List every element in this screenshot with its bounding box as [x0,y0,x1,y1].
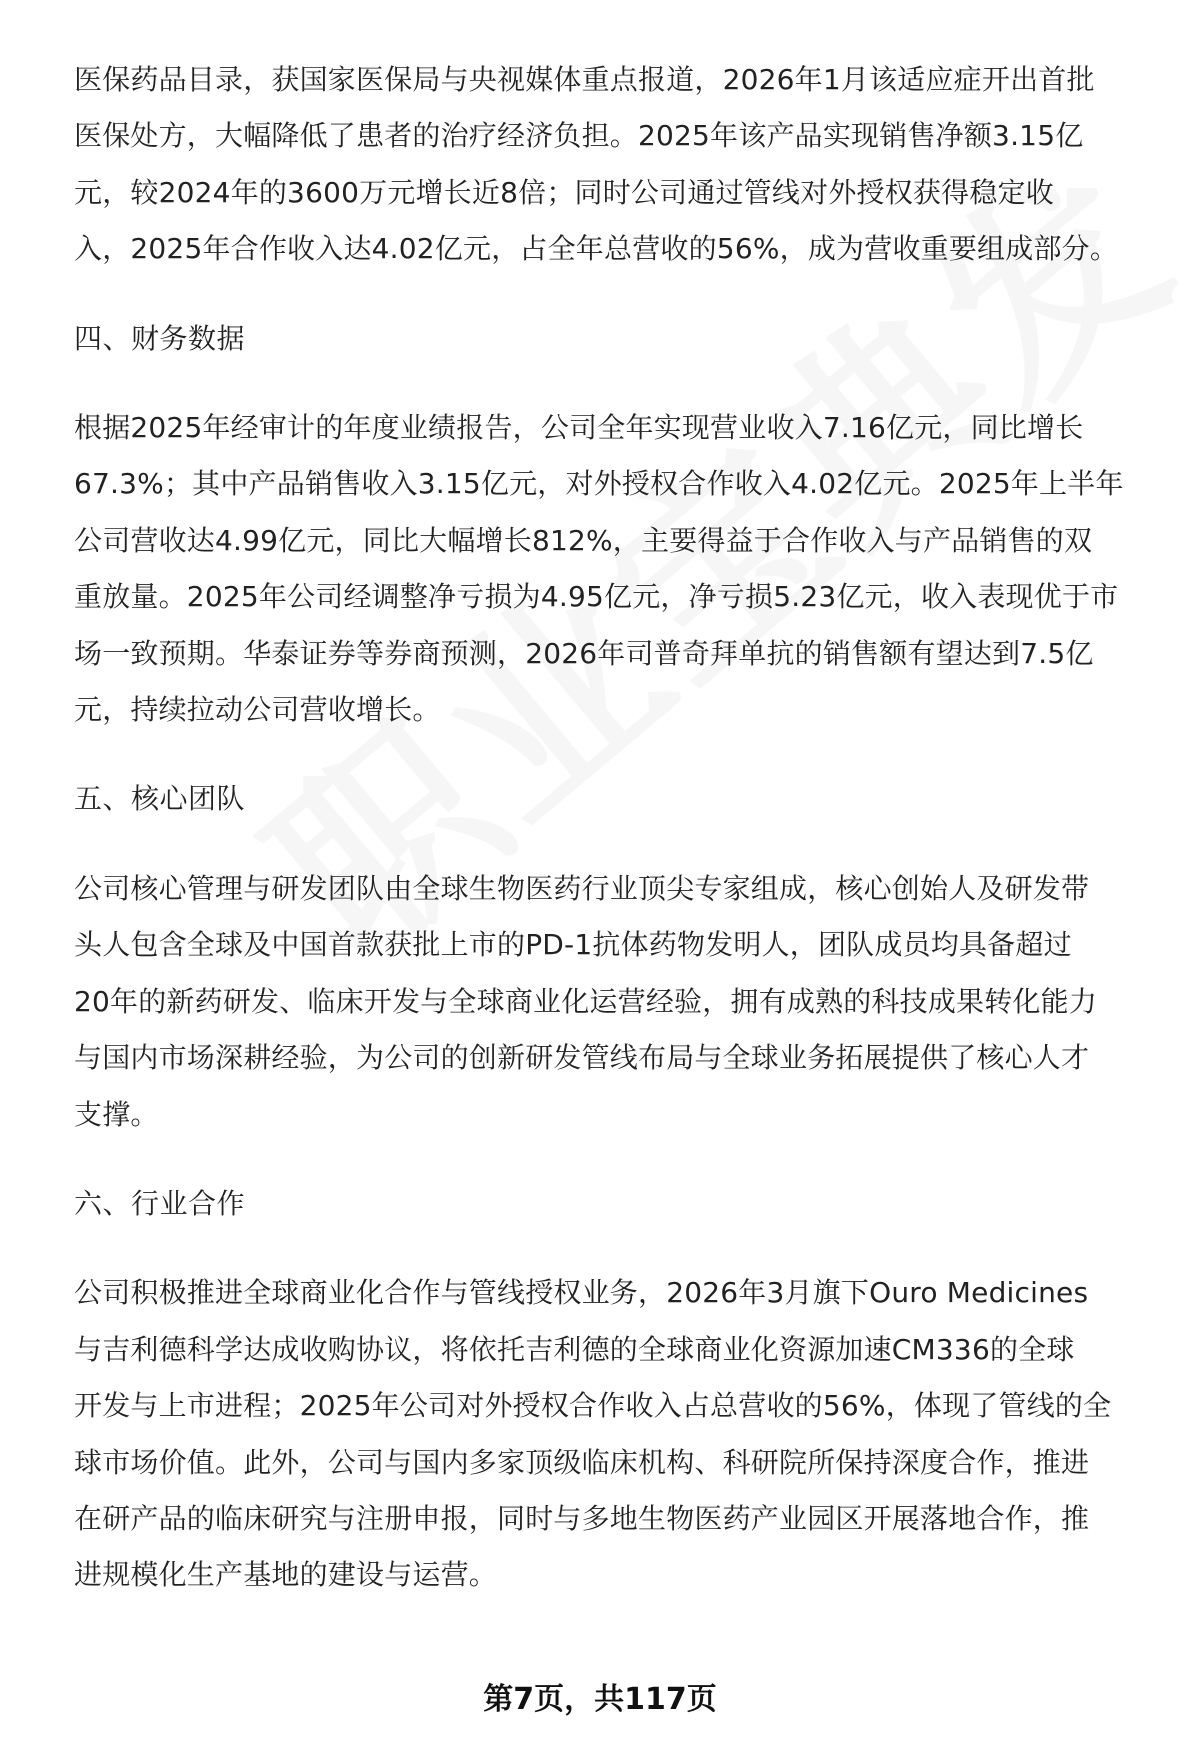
text-line: 进规模化生产基地的建设与运营。 [74,1558,498,1592]
text-line: 重放量。2025年公司经调整净亏损为4.95亿元，净亏损5.23亿元，收入表现优于市 [74,580,1119,614]
text-line: 公司核心管理与研发团队由全球生物医药行业顶尖专家组成，核心创始人及研发带 [74,871,1090,905]
text-line: 20年的新药研发、临床开发与全球商业化运营经验，拥有成熟的科技成果转化能力 [74,984,1098,1018]
section-heading-financial: 四、财务数据 [74,321,246,355]
text-line: 根据2025年经审计的年度业绩报告，公司全年实现营业收入7.16亿元，同比增长 [74,411,1084,445]
page-number: 第7页，共117页 [483,1682,717,1717]
text-line: 与吉利德科学达成收购协议，将依托吉利德的全球商业化资源加速CM336的全球 [74,1332,1075,1366]
text-line: 公司积极推进全球商业化合作与管线授权业务，2026年3月旗下Ouro Medicines [74,1276,1089,1310]
text-line: 67.3%；其中产品销售收入3.15亿元，对外授权合作收入4.02亿元。2025年上半年 [74,467,1124,501]
text-line: 元，持续拉动公司营收增长。 [74,693,441,727]
text-line: 开发与上市进程；2025年公司对外授权合作收入占总营收的56%，体现了管线的全 [74,1389,1112,1423]
text-line: 支撑。 [74,1097,159,1131]
paragraph-financial [74,400,1154,738]
text-line: 元，较2024年的3600万元增长近8倍；同时公司通过管线对外授权获得稳定收 [74,175,1054,209]
text-line: 医保药品目录，获国家医保局与央视媒体重点报道，2026年1月该适应症开出首批 [74,63,1095,96]
text-line: 球市场价值。此外，公司与国内多家顶级临床机构、科研院所保持深度合作，推进 [74,1445,1090,1479]
section-heading-team: 五、核心团队 [74,782,246,816]
text-line: 在研产品的临床研究与注册申报，同时与多地生物医药产业园区开展落地合作，推 [74,1501,1090,1535]
document-page [74,52,1154,1604]
text-line: 与国内市场深耕经验，为公司的创新研发管线布局与全球业务拓展提供了核心人才 [74,1041,1090,1075]
text-line: 场一致预期。华泰证券等券商预测，2026年司普奇拜单抗的销售额有望达到7.5亿 [74,636,1094,670]
section-heading-cooperation: 六、行业合作 [74,1186,246,1220]
text-line: 头人包含全球及中国首款获批上市的PD-1抗体药物发明人，团队成员均具备超过 [74,928,1072,962]
text-line: 入，2025年合作收入达4.02亿元，占全年总营收的56%，成为营收重要组成部分。 [74,232,1119,266]
text-line: 医保处方，大幅降低了患者的治疗经济负担。2025年该产品实现销售净额3.15亿 [74,119,1084,153]
paragraph-continued [74,52,1154,278]
text-line: 公司营收达4.99亿元，同比大幅增长812%，主要得益于合作收入与产品销售的双 [74,523,1093,557]
paragraph-team [74,861,1154,1143]
paragraph-cooperation [74,1265,1154,1603]
